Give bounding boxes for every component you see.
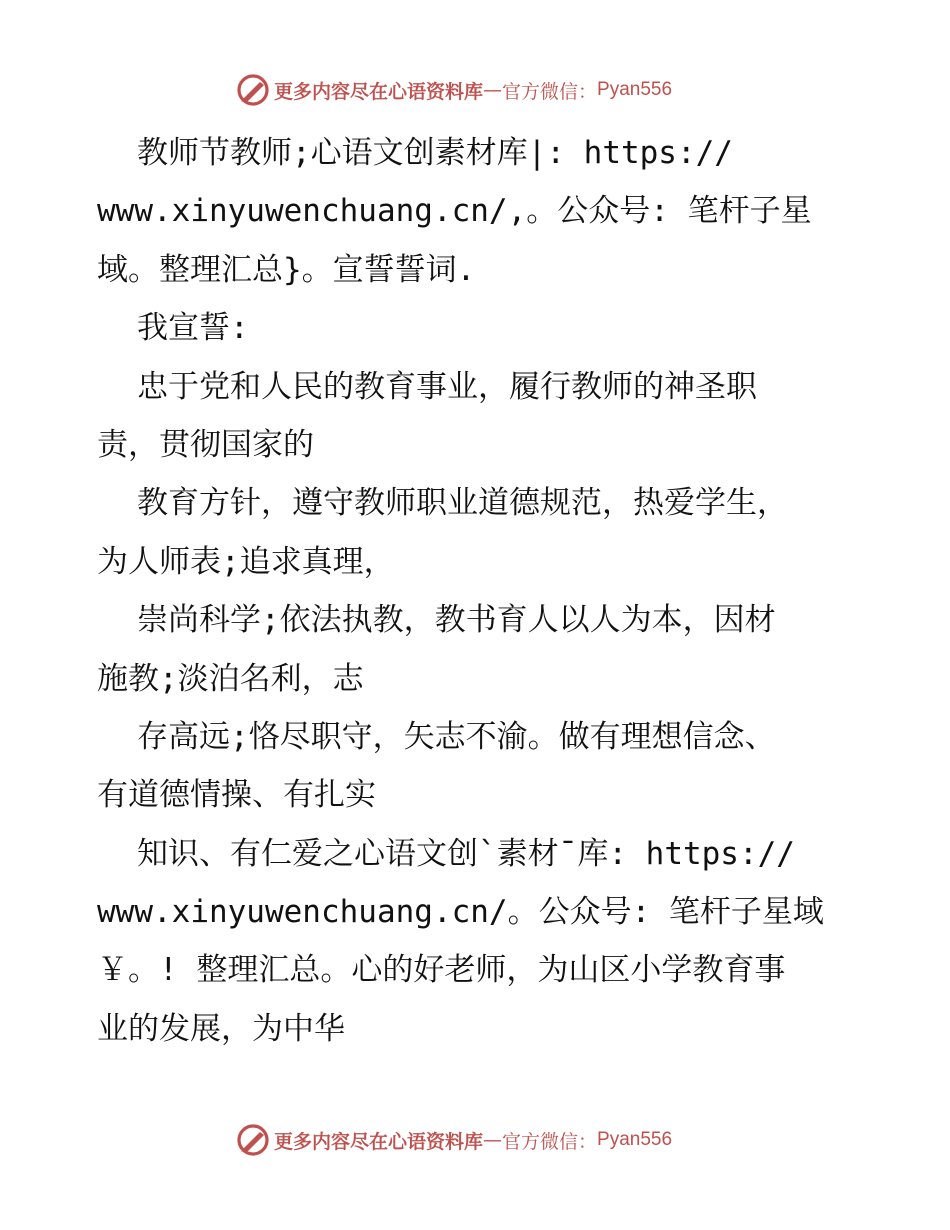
pen-circle-logo-icon xyxy=(236,73,270,107)
body-line: www.xinyuwenchuang.cn/。公众号: 笔杆子星域 xyxy=(97,894,824,931)
page-header-banner xyxy=(236,73,672,107)
body-line: 施教;淡泊名利，志 xyxy=(97,660,364,697)
body-line: ￥。! 整理汇总。心的好老师，为山区小学教育事 xyxy=(97,952,786,989)
body-line: 存高远;恪尽职守，矢志不渝。做有理想信念、 xyxy=(137,718,776,755)
pen-circle-logo-icon xyxy=(236,1123,270,1157)
footer-brand-text: 更多内容尽在心语资料库 xyxy=(274,1130,484,1153)
footer-separator: — xyxy=(483,1129,503,1151)
body-line: 有道德情操、有扎实 xyxy=(97,777,376,814)
body-line: 教师节教师;心语文创素材库|: https:// xyxy=(137,135,733,171)
body-line: 教育方针，遵守教师职业道德规范，热爱学生， xyxy=(137,485,788,522)
body-line: 业的发展，为中华 xyxy=(97,1010,345,1047)
footer-account-label: 官方微信： xyxy=(502,1130,598,1153)
header-account-label: 官方微信： xyxy=(502,80,598,103)
header-wechat-handle: Pyan556 xyxy=(597,79,673,100)
body-line: 为人师表;追求真理， xyxy=(97,543,395,580)
page-footer-banner xyxy=(236,1123,672,1157)
body-line: 忠于党和人民的教育事业，履行教师的神圣职 xyxy=(137,368,757,405)
footer-wechat-handle: Pyan556 xyxy=(597,1129,673,1150)
header-separator: — xyxy=(483,79,503,101)
header-brand-text: 更多内容尽在心语资料库 xyxy=(274,80,484,103)
body-line: 知识、有仁爱之心语文创`素材¯库: https:// xyxy=(137,835,795,872)
body-line: 我宣誓: xyxy=(137,310,249,347)
document-body xyxy=(97,124,897,1058)
body-line: www.xinyuwenchuang.cn/,。公众号: 笔杆子星 xyxy=(97,193,812,230)
body-line: 域。整理汇总}。宣誓誓词. xyxy=(97,251,476,288)
body-line: 崇尚科学;依法执教，教书育人以人为本，因材 xyxy=(137,602,776,639)
body-line: 责，贯彻国家的 xyxy=(97,426,314,463)
